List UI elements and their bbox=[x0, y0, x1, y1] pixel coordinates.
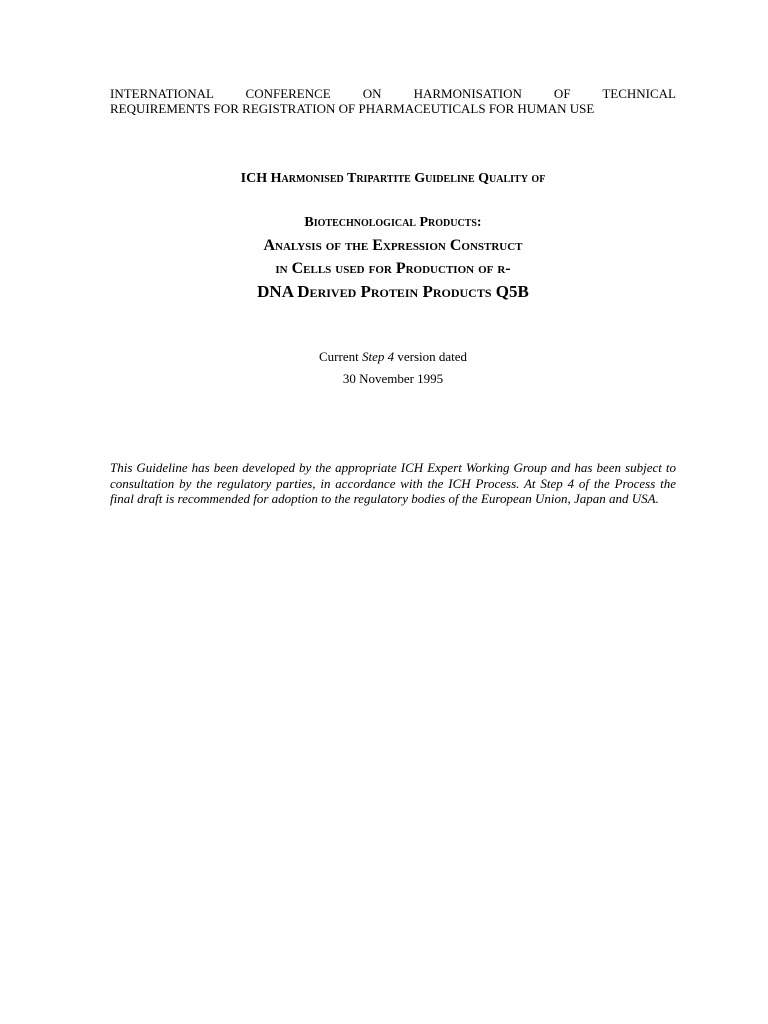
conference-header-line-2: REQUIREMENTS FOR REGISTRATION OF PHARMACEUTICALS FOR HUMAN USE bbox=[110, 101, 595, 116]
version-info bbox=[110, 346, 676, 390]
version-prefix: Current bbox=[318, 349, 362, 364]
title-line-4: DNA Derived Protein Products Q5B bbox=[257, 282, 529, 301]
conference-header-line-1: INTERNATIONAL CONFERENCE ON HARMONISATION OF TECHNICAL bbox=[110, 86, 676, 101]
conference-header bbox=[110, 86, 676, 116]
guideline-notice: This Guideline has been developed by the appropriate ICH Expert Working Group and has been subject to consultation by the regulatory parties, in accordance with the ICH Process. At Step 4 of the Process the final draft is recommended for adoption to the regulatory bodies of the European Union, Japan and USA. bbox=[110, 460, 676, 506]
version-step: Step 4 bbox=[361, 349, 395, 364]
version-suffix: version dated bbox=[394, 349, 468, 364]
title-line-3: in Cells used for Production of r- bbox=[275, 260, 511, 277]
guideline-heading: ICH Harmonised Tripartite Guideline Quality of bbox=[240, 171, 546, 186]
title-line-1: Biotechnological Products: bbox=[304, 215, 482, 230]
document-title bbox=[110, 212, 676, 303]
version-line bbox=[110, 346, 676, 368]
title-line-2: Analysis of the Expression Construct bbox=[263, 237, 523, 254]
version-date: 30 November 1995 bbox=[342, 371, 444, 386]
